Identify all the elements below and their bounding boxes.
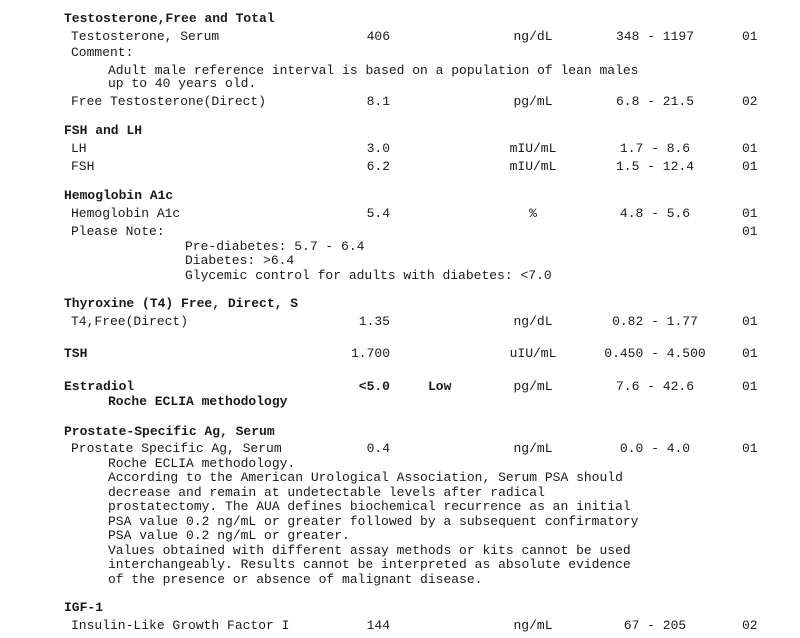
result-units: pg/mL bbox=[513, 379, 553, 394]
note-text: Diabetes: >6.4 bbox=[185, 253, 295, 268]
section-header-testosterone: Testosterone,Free and Total bbox=[64, 11, 275, 26]
result-units: ng/mL bbox=[513, 441, 553, 456]
reference-interval: 67 - 205 bbox=[623, 618, 687, 633]
psa-note-line: PSA value 0.2 ng/mL or greater followed by a subsequent confirmatory bbox=[108, 514, 639, 529]
result-units: ng/dL bbox=[513, 314, 553, 329]
result-value: <5.0 bbox=[358, 379, 390, 394]
result-units: % bbox=[529, 206, 537, 221]
result-name-tsh: TSH bbox=[64, 346, 88, 361]
result-name: Hemoglobin A1c bbox=[71, 206, 181, 221]
result-name: FSH bbox=[71, 159, 95, 174]
result-value: 3.0 bbox=[366, 141, 390, 156]
psa-note-line: Values obtained with different assay methods or kits cannot be used bbox=[108, 543, 631, 558]
lab-code: 01 bbox=[742, 379, 758, 394]
psa-note-line: of the presence or absence of malignant disease. bbox=[108, 572, 483, 587]
psa-note-line: interchangeably. Results cannot be interpreted as absolute evidence bbox=[108, 557, 631, 572]
result-value: 5.4 bbox=[366, 206, 390, 221]
note-text: Pre-diabetes: 5.7 - 6.4 bbox=[185, 239, 365, 254]
lab-code: 01 bbox=[742, 346, 758, 361]
abnormal-flag: Low bbox=[428, 379, 452, 394]
result-value: 8.1 bbox=[366, 94, 390, 109]
reference-interval: 0.82 - 1.77 bbox=[612, 314, 698, 329]
result-units: ng/dL bbox=[513, 29, 553, 44]
psa-note-line: Roche ECLIA methodology. bbox=[108, 456, 296, 471]
reference-interval: 6.8 - 21.5 bbox=[615, 94, 694, 109]
section-header-igf: IGF-1 bbox=[64, 600, 104, 615]
result-name: Prostate Specific Ag, Serum bbox=[71, 441, 282, 456]
result-name: T4,Free(Direct) bbox=[71, 314, 189, 329]
section-header-a1c: Hemoglobin A1c bbox=[64, 188, 174, 203]
result-name: Insulin-Like Growth Factor I bbox=[71, 618, 290, 633]
result-name: Free Testosterone(Direct) bbox=[71, 94, 267, 109]
comment-text: up to 40 years old. bbox=[108, 76, 257, 91]
reference-interval: 348 - 1197 bbox=[615, 29, 694, 44]
lab-code: 01 bbox=[742, 29, 758, 44]
reference-interval: 7.6 - 42.6 bbox=[615, 379, 694, 394]
section-header-t4: Thyroxine (T4) Free, Direct, S bbox=[64, 296, 299, 311]
lab-code: 01 bbox=[742, 224, 758, 239]
result-units: mIU/mL bbox=[509, 159, 557, 174]
result-value: 144 bbox=[366, 618, 390, 633]
result-name: Testosterone, Serum bbox=[71, 29, 220, 44]
psa-note-line: According to the American Urological Association, Serum PSA should bbox=[108, 470, 623, 485]
lab-code: 01 bbox=[742, 206, 758, 221]
lab-code: 01 bbox=[742, 159, 758, 174]
comment-label: Comment: bbox=[71, 45, 134, 60]
lab-code: 02 bbox=[742, 94, 758, 109]
note-text: Glycemic control for adults with diabetes: <7.0 bbox=[185, 268, 552, 283]
reference-interval: 1.5 - 12.4 bbox=[615, 159, 694, 174]
result-units: ng/mL bbox=[513, 618, 553, 633]
result-value: 0.4 bbox=[366, 441, 390, 456]
reference-interval: 4.8 - 5.6 bbox=[619, 206, 691, 221]
reference-interval: 0.0 - 4.0 bbox=[619, 441, 691, 456]
psa-note-line: prostatectomy. The AUA defines biochemical recurrence as an initial bbox=[108, 499, 631, 514]
result-value: 406 bbox=[366, 29, 390, 44]
result-value: 1.700 bbox=[350, 346, 390, 361]
result-units: pg/mL bbox=[513, 94, 553, 109]
reference-interval: 1.7 - 8.6 bbox=[619, 141, 691, 156]
lab-code: 01 bbox=[742, 141, 758, 156]
result-units: uIU/mL bbox=[509, 346, 557, 361]
result-value: 1.35 bbox=[358, 314, 390, 329]
psa-note-line: decrease and remain at undetectable levels after radical bbox=[108, 485, 545, 500]
comment-text: Adult male reference interval is based on a population of lean males bbox=[108, 63, 639, 78]
result-units: mIU/mL bbox=[509, 141, 557, 156]
method-note: Roche ECLIA methodology bbox=[108, 394, 288, 409]
reference-interval: 0.450 - 4.500 bbox=[604, 346, 706, 361]
result-value: 6.2 bbox=[366, 159, 390, 174]
section-header-fsh-lh: FSH and LH bbox=[64, 123, 143, 138]
lab-code: 01 bbox=[742, 314, 758, 329]
note-label: Please Note: bbox=[71, 224, 165, 239]
result-name-estradiol: Estradiol bbox=[64, 379, 135, 394]
result-name: LH bbox=[71, 141, 87, 156]
lab-code: 01 bbox=[742, 441, 758, 456]
psa-note-line: PSA value 0.2 ng/mL or greater. bbox=[108, 528, 350, 543]
section-header-psa: Prostate-Specific Ag, Serum bbox=[64, 424, 275, 439]
lab-code: 02 bbox=[742, 618, 758, 633]
